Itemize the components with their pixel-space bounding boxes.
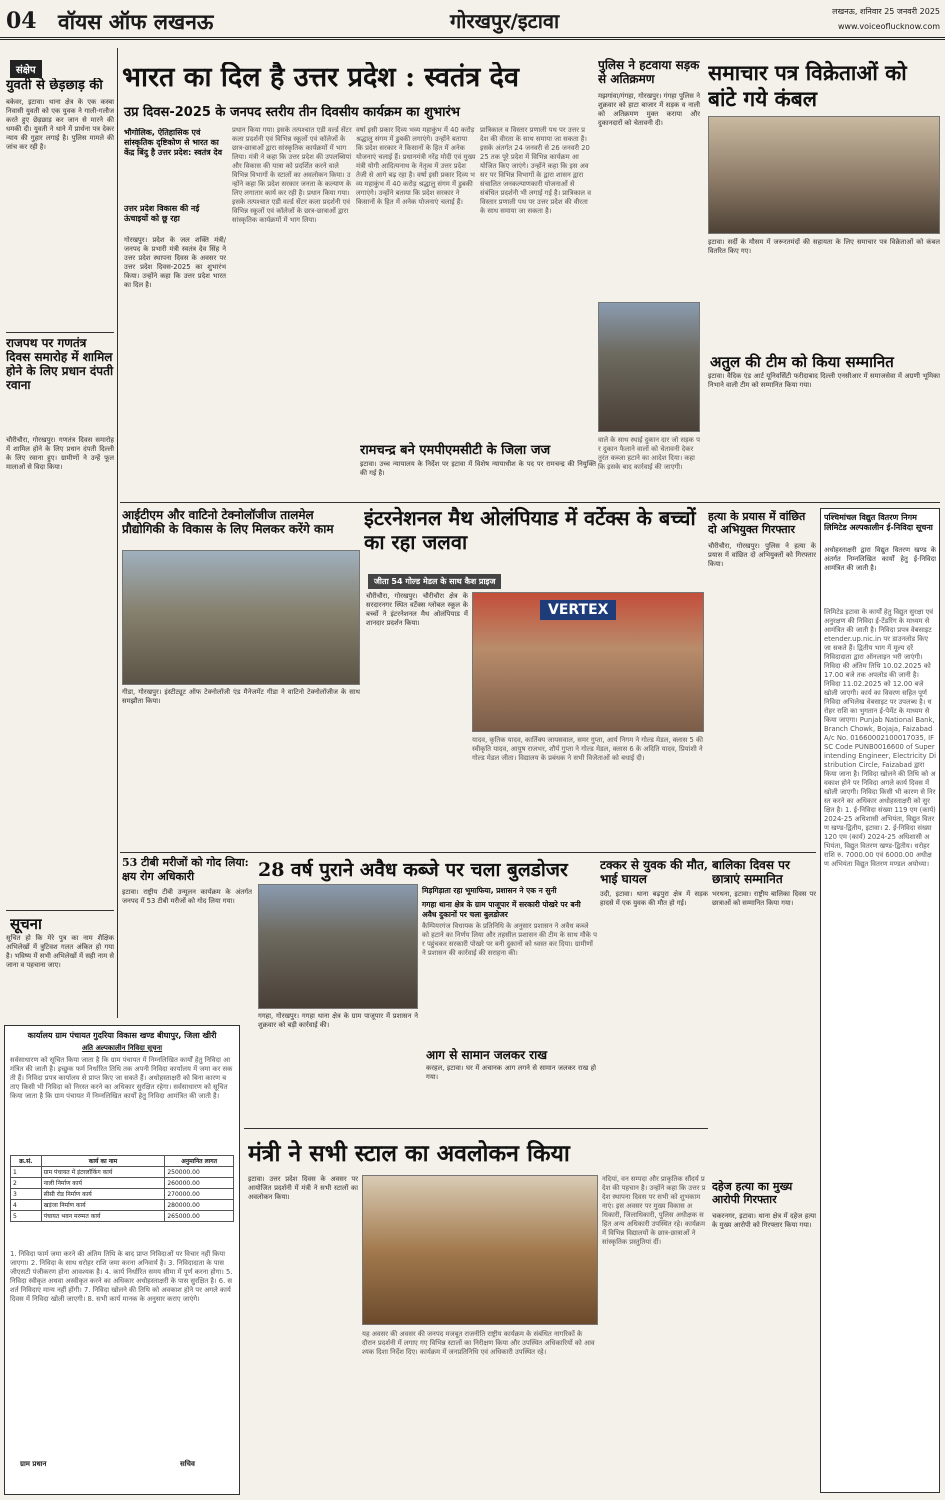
cell-cost: 280000.00 <box>165 1200 234 1211</box>
page-number: 04 <box>6 8 37 34</box>
math-headline: इंटरनेशनल मैथ ओलंपियाड में वर्टेक्स के बच्चों का रहा जलवा <box>364 506 696 554</box>
judge-headline: रामचन्द्र बने एमपीएमसीटी के जिला जज <box>360 443 551 458</box>
murder-headline: हत्या के प्रयास में वांछित दो अभियुक्त गिरफ्तार <box>708 510 806 536</box>
divider <box>6 332 114 333</box>
girl-body: भरथना, इटावा। राष्ट्रीय बालिका दिवस पर छात्राओं को सम्मानित किया गया। <box>712 890 816 907</box>
tender-text: सर्वसाधारण को सूचित किया जाता है कि ग्राम पंचायत में निम्नलिखित कार्यों हेतु निविदा आमंत्रित की जाती है। इच्छुक फर्म निर्धारित तिथि तक अपनी निविदा कार्यालय में जमा कर सकती हैं। निविदा प्रपत्र कार्यालय से प्राप्त किए जा सकते हैं। अधोहस्ताक्षरी को बिना कारण बताए किसी भी निविदा को निरस्त करने का अधिकार सुरक्षित रहेगा। सर्वसाधारण को सूचित किया जाता है कि ग्राम पंचायत में निम्नलिखित कार्यों हेतु निविदा आमंत्रित की जाती है। <box>10 1056 233 1100</box>
minister-photo <box>362 1175 598 1325</box>
bulldozer-headline: 28 वर्ष पुराने अवैध कब्जे पर चला बुलडोजर <box>258 859 568 881</box>
cell-no: 2 <box>11 1178 42 1189</box>
fire-headline: आग से सामान जलकर राख <box>426 1048 548 1062</box>
tb-body: इटावा। राष्ट्रीय टीबी उन्मूलन कार्यक्रम के अंतर्गत जनपद में 53 टीबी मरीजों को गोद लिया गया। <box>122 888 252 905</box>
girl-headline: बालिका दिवस पर छात्राएं सम्मानित <box>712 858 790 886</box>
republic-headline: राजपथ पर गणतंत्र दिवस समारोह में शामिल होने के लिए प्रधान दंपती रवाना <box>6 336 114 392</box>
cell-work: खड़ंजा निर्माण कार्य <box>41 1200 165 1211</box>
region-title: गोरखपुर/इटावा <box>450 9 560 33</box>
lead-col-2: प्रधान किया गया। इसके तत्पश्चात एडी वर्ल्ड सेंटर कला प्रदर्शनी एवं विभिन्न स्कूलों एवं कॉलेजों के छात्र-छात्राओं द्वारा सांस्कृतिक कार्यक्रमों में भाग लिया। मंत्री ने कहा कि उत्तर प्रदेश की उपलब्धियां और विकास की यात्रा को प्रदर्शित करने वाले विभिन्न विभागों के स्टालों का अवलोकन किया। उन्होंने कहा कि प्रदेश सरकार जनता के कल्याण के लिए लगातार कार्य कर रही है। प्रधान किया गया। इसके तत्पश्चात एडी वर्ल्ड सेंटर कला प्रदर्शनी एवं विभिन्न स्कूलों एवं कॉलेजों के छात्र-छात्राओं द्वारा सांस्कृतिक कार्यक्रमों में भाग लिया। <box>232 126 352 224</box>
tender-subtitle: अति अल्पकालीन निविदा सूचना <box>81 1044 163 1052</box>
accident-headline: टक्कर से युवक की मौत, भाई घायल <box>600 858 708 886</box>
dowry-body: चकरनगर, इटावा। थाना क्षेत्र में दहेज हत्या के मुख्य आरोपी को गिरफ्तार किया गया। <box>712 1212 816 1229</box>
tender-sign-2: सचिव <box>180 1460 195 1468</box>
brief-label: संक्षेप <box>10 60 42 78</box>
dateline: लखनऊ, शनिवार 25 जनवरी 2025 <box>832 7 940 16</box>
tb-headline: 53 टीबी मरीजों को गोद लिया: क्षय रोग अधिकारी <box>122 856 249 883</box>
vertex-banner: VERTEX <box>540 600 616 620</box>
cell-no: 1 <box>11 1167 42 1178</box>
atul-body: इटावा। वैदिक एंड आर्ट यूनिवर्सिटी फरीदाबाद दिल्ली एनसीआर में समाजसेवा में अग्रणी भूमिका निभाने वाली टीम को सम्मानित किया गया। <box>708 372 940 389</box>
lead-bullet-2: उत्तर प्रदेश विकास की नई ऊंचाइयों को छू रहा <box>124 204 200 223</box>
notice-body: सूचित हो कि मेरे पुत्र का नाम शैक्षिक अभिलेखों में त्रुटिवश गलत अंकित हो गया है। भविष्य में सभी अभिलेखों में सही नाम से जाना व पहचाना जाए। <box>6 934 114 969</box>
cell-work: पंचायत भवन मरम्मत कार्य <box>41 1211 165 1222</box>
iitm-photo <box>122 550 360 685</box>
cell-work: नाली निर्माण कार्य <box>41 1178 165 1189</box>
minister-body: इटावा। उत्तर प्रदेश दिवस के अवसर पर आयोजित प्रदर्शनी में मंत्री ने सभी स्टालों का अवलोकन किया। <box>248 1175 358 1201</box>
brief-body: बकेवर, इटावा। थाना क्षेत्र के एक कस्बा निवासी युवती को एक युवक ने गाली-गलौज करते हुए छेड़छाड़ कर जान से मारने की धमकी दी। युवती ने थाने में प्रार्थना पत्र देकर न्याय की गुहार लगाई है। पुलिस मामले की जांच कर रही है। <box>6 98 114 151</box>
republic-body: चौरीचौरा, गोरखपुर। गणतंत्र दिवस समारोह में शामिल होने के लिए प्रधान दंपती दिल्ली के लिए रवाना हुए। ग्रामीणों ने उन्हें फूल मालाओं से विदा किया। <box>6 436 114 471</box>
lead-bullet-1: भौगोलिक, ऐतिहासिक एवं सांस्कृतिक दृष्टिकोण से भारत का केंद्र बिंदु है उत्तर प्रदेश: स्वतंत्र देव <box>124 128 223 157</box>
police-headline: पुलिस ने हटवाया सड़क से अतिक्रमण <box>598 58 700 86</box>
tender-sign-1: ग्राम प्रधान <box>20 1460 47 1468</box>
divider <box>6 910 114 911</box>
minister-col-3: नदियां, वन सम्पदा और प्राकृतिक सौंदर्य प्रदेश की पहचान है। उन्होंने कहा कि उत्तर प्रदेश स्थापना दिवस पर सभी को शुभकामनाएं। इस अवसर पर मुख्य विकास अधिकारी, जिलाधिकारी, पुलिस अधीक्षक सहित अन्य अधिकारी उपस्थित रहे। कार्यक्रम में विभिन्न विद्यालयों के छात्र-छात्राओं ने सांस्कृतिक प्रस्तुतियां दीं। <box>602 1175 706 1246</box>
electric-body: अधोहस्ताक्षरी द्वारा विद्युत वितरण खण्ड के अंतर्गत निम्नलिखित कार्यों हेतु ई-निविदा आमंत्रित की जाती है। <box>824 546 936 572</box>
divider <box>120 852 816 853</box>
cell-cost: 250000.00 <box>165 1167 234 1178</box>
minister-headline: मंत्री ने सभी स्टाल का अवलोकन किया <box>248 1140 570 1167</box>
blanket-photo <box>708 116 940 234</box>
tender-table <box>10 1155 234 1222</box>
police-photo <box>598 302 700 432</box>
iitm-headline: आईटीएम और वाटिनो टेक्नोलॉजीज तालमेल प्रौद्योगिकी के विकास के लिए मिलकर करेंगे काम <box>122 508 334 536</box>
math-body: चौरीचौरा, गोरखपुर। चौरीचौरा क्षेत्र के सरदारनगर स्थित वर्टेक्स ग्लोबल स्कूल के बच्चों ने इंटरनेशनल मैथ ओलंपियाड में शानदार प्रदर्शन किया। <box>366 592 468 627</box>
col-work: कार्य का नाम <box>41 1156 165 1167</box>
cell-no: 5 <box>11 1211 42 1222</box>
notice-title: सूचना <box>10 915 42 933</box>
brief-headline: युवती से छेड़छाड़ की <box>6 78 103 93</box>
cell-cost: 265000.00 <box>165 1211 234 1222</box>
atul-headline: अतुल की टीम को किया सम्मानित <box>710 353 894 371</box>
table-row <box>11 1189 234 1200</box>
dowry-headline: दहेज हत्या का मुख्य आरोपी गिरफ्तार <box>712 1180 793 1206</box>
table-row <box>11 1211 234 1222</box>
iitm-caption: गीडा, गोरखपुर। इंस्टीट्यूट ऑफ टेक्नोलॉजी एंड मैनेजमेंट गीडा ने वाटिनो टेक्नोलॉजीज के साथ समझौता किया। <box>122 688 360 705</box>
blanket-headline: समाचार पत्र विक्रेताओं को बांटे गये कंबल <box>708 60 907 111</box>
table-row <box>11 1200 234 1211</box>
bulldozer-caption: गगहा, गोरखपुर। गगहा थाना क्षेत्र के ग्राम पाजूपार में प्रशासन ने शुक्रवार को बड़ी कार्रवाई की। <box>258 1012 418 1029</box>
accident-body: उदी, इटावा। थाना बढ़पुरा क्षेत्र में सड़क हादसे में एक युवक की मौत हो गई। <box>600 890 708 907</box>
lead-body: गोरखपुर। प्रदेश के जल शक्ति मंत्री/जनपद के प्रभारी मंत्री स्वतंत्र देव सिंह ने उत्तर प्रदेश स्थापना दिवस के अवसर पर उत्तर प्रदेश दिवस-2025 का शुभारंभ किया। उन्होंने कहा कि उत्तर प्रदेश भारत का दिल है। <box>124 236 226 289</box>
electric-details: लिमिटेड इटावा के कार्यों हेतु विद्युत सुरक्षा एवं अनुरक्षण की निविदा ई-टेंडरिंग के माध्यम से आमंत्रित की जाती है। निविदा प्रपत्र वेबसाइट etender.up.nic.in पर डाउनलोड किए जा सकते हैं। द्वितीय भाग में मूल्य दरें निविदादाता द्वारा ऑनलाइन भरी जाएंगी। निविदा की अंतिम तिथि 10.02.2025 को 17.00 बजे तक अपलोड की जानी है। निविदा 11.02.2025 को 12.00 बजे खोली जाएगी। कार्य का विवरण सहित पूर्ण निविदा अभिलेख वेबसाइट पर उपलब्ध है। धरोहर राशि का भुगतान ई-पेमेंट के माध्यम से किया जाएगा। Punjab National Bank, Branch Chowk, Bojaja, Faizabad A/c No. 01660002100017035, IFSC Code PUNB0016600 of Superintending Engineer, Electricity Distribution Circle, Faizabad द्वारा किया जाना है। निविदा खोलने की तिथि को अवकाश होने पर निविदा अगले कार्य दिवस में खोली जाएगी। निविदा किसी भी कारण से निरस्त करने का अधिकार अधोहस्ताक्षरी को सुरक्षित है। 1. ई-निविदा संख्या 119 एम (कार्य) 2024-25 अधिशासी अभियंता, विद्युत वितरण खण्ड-द्वितीय, इटावा। 2. ई-निविदा संख्या 120 एम (कार्य) 2024-25 अधिशासी अभियंता, विद्युत वितरण खण्ड-द्वितीय। धरोहर राशि रु. 7000.00 एवं 6000.00 अधीक्षण अभियंता विद्युत वितरण मण्डल अयोध्या। <box>824 608 936 868</box>
fire-body: करहल, इटावा। घर में अचानक आग लगने से सामान जलकर राख हो गया। <box>426 1064 596 1081</box>
cell-cost: 260000.00 <box>165 1178 234 1189</box>
col-cost: अनुमानित लागत <box>165 1156 234 1167</box>
cell-work: सीसी रोड निर्माण कार्य <box>41 1189 165 1200</box>
website: www.voiceoflucknow.com <box>837 22 940 31</box>
table-row <box>11 1167 234 1178</box>
murder-body: चौरीचौरा, गोरखपुर। पुलिस ने हत्या के प्रयास में वांछित दो अभियुक्तों को गिरफ्तार किया। <box>708 542 816 568</box>
police-more: वाले के साथ स्थाई दुकान दार जो सड़क पर दुकान फैलाने वालों को चेतावनी देकर तुरंत कब्जा हटाने का आदेश दिया। कहा कि इसके बाद कार्रवाई की जाएगी। <box>598 436 700 471</box>
cell-no: 4 <box>11 1200 42 1211</box>
electric-headline: पश्चिमांचल विद्युत वितरण निगम लिमिटेड अल्पकालीन ई-निविदा सूचना <box>824 512 933 532</box>
bulldozer-photo <box>258 884 418 1009</box>
paper-name: वॉयस ऑफ लखनऊ <box>58 9 214 34</box>
math-more: यादव, कृतिक यादव, कार्तिक्य जायसवाल, समर गुप्ता, आर्य निगम ने गोल्ड मेडल, क्लास 5 की स्वीकृति यादव, आयुष राजभर, शौर्य गुप्ता ने गोल्ड मेडल, क्लास 6 के अदिति यादव, प्रियांशी ने गोल्ड मेडल जीता। विद्यालय के प्रबंधक ने सभी विजेताओं को बधाई दी। <box>472 736 703 762</box>
math-tag: जीता 54 गोल्ड मेडल के साथ कैश प्राइज <box>368 574 501 589</box>
bulldozer-bullet-1: मिड़गिड़ाता रहा भूमाफिया, प्रशासन ने एक न सुनी <box>422 886 557 895</box>
judge-body: इटावा। उच्च न्यायालय के निर्देश पर इटावा में विशेष न्यायाधीश के पद पर रामचन्द्र की नियुक्ति की गई है। <box>360 460 596 477</box>
col-number: क्र.सं. <box>11 1156 42 1167</box>
divider <box>244 1128 708 1129</box>
divider <box>120 502 940 503</box>
table-header-row <box>11 1156 234 1167</box>
bulldozer-bullet-2: गगहा थाना क्षेत्र के ग्राम पाजूपार में सरकारी पोखरे पर बनी अवैध दुकानों पर चला बुलडोजर <box>422 900 581 919</box>
blanket-caption: इटावा। सर्दी के मौसम में जरूरतमंदों की सहायता के लिए समाचार पत्र विक्रेताओं को कंबल वितरित किए गए। <box>708 238 940 255</box>
cell-work: ग्राम पंचायत में इंटरलॉकिंग कार्य <box>41 1167 165 1178</box>
table-row <box>11 1178 234 1189</box>
tender-title: कार्यालय ग्राम पंचायत गुदरिया विकास खण्ड बीघापुर, जिला खीरी <box>27 1031 217 1040</box>
lead-col-3: वर्षा इसी प्रकार दिव्य भव्य महाकुंभ में 40 करोड़ श्रद्धालु संगम में डुबकी लगाएंगे। उन्होंने बताया कि प्रदेश सरकार ने किसानों के हित में अनेक योजनाएं चलाई हैं। प्रधानमंत्री नरेंद्र मोदी एवं मुख्यमंत्री योगी आदित्यनाथ के नेतृत्व में उत्तर प्रदेश तेजी से आगे बढ़ रहा है। वर्षा इसी प्रकार दिव्य भव्य महाकुंभ में 40 करोड़ श्रद्धालु संगम में डुबकी लगाएंगे। उन्होंने बताया कि प्रदेश सरकार ने किसानों के हित में अनेक योजनाएं चलाई हैं। <box>356 126 476 206</box>
police-body: मझगांवा/गंगहा, गोरखपुर। गंगहा पुलिस ने शुक्रवार को हाटा बाजार में सड़क व नाली को अतिक्रमण मुक्त कराया और दुकानदारों को चेतावनी दी। <box>598 92 700 127</box>
cell-cost: 270000.00 <box>165 1189 234 1200</box>
cell-no: 3 <box>11 1189 42 1200</box>
bulldozer-more: कैम्पियरगंज विधायक के प्रतिनिधि के अनुसार प्रशासन ने अवैध कब्जे को हटाने का निर्णय लिया और तहसील प्रशासन की टीम के साथ मौके पर पहुंचकर सरकारी पोखरे पर बनी दुकानों को ध्वस्त कर दिया। ग्रामीणों ने प्रशासन की कार्रवाई की सराहना की। <box>422 922 597 957</box>
lead-headline: भारत का दिल है उत्तर प्रदेश : स्वतंत्र देव <box>122 62 519 93</box>
minister-more: यह अवसर की अवसर की जनपद मजबूत राजनीति राष्ट्रीय कार्यक्रम के संबंधित नागरिकों के दौरान प्रदर्शनी में लगाए गए विभिन्न स्टालों का निरीक्षण किया और उपस्थित अधिकारियों को आवश्यक दिशा निर्देश दिए। कार्यक्रम में जनप्रतिनिधि एवं अधिकारी उपस्थित रहे। <box>362 1330 595 1356</box>
tender-terms: 1. निविदा फार्म जमा करने की अंतिम तिथि के बाद प्राप्त निविदाओं पर विचार नहीं किया जाएगा। 2. निविदा के साथ धरोहर राशि जमा करना अनिवार्य है। 3. निविदादाता के पास जीएसटी पंजीकरण होना आवश्यक है। 4. कार्य निर्धारित समय सीमा में पूर्ण करना होगा। 5. निविदा स्वीकृत अथवा अस्वीकृत करने का अधिकार अधोहस्ताक्षरी के पास सुरक्षित है। 6. सशर्त निविदाएं मान्य नहीं होंगी। 7. निविदा खोलने की तिथि को अवकाश होने पर अगले कार्य दिवस में निविदा खोली जाएगी। 8. सभी कार्य मानक के अनुसार कराए जाएंगे। <box>10 1250 233 1303</box>
lead-col-4: प्रात्रिकाल व विस्तार प्रणाली पथ पर उत्तर प्रदेश की वीरता के साथ समाया जा सकता है। इसके अंतर्गत 24 जनवरी से 26 जनवरी 2025 तक पूरे प्रदेश में विभिन्न कार्यक्रम आयोजित किए जाएंगे। उन्होंने कहा कि इस अवसर पर विभिन्न विभागों के द्वारा शासन द्वारा संचालित जनकल्याणकारी योजनाओं से संबंधित प्रदर्शनी भी लगाई गई है। प्रात्रिकाल व विस्तार प्रणाली पथ पर उत्तर प्रदेश की वीरता के साथ समाया जा सकता है। <box>480 126 591 215</box>
column-rule <box>117 48 118 1018</box>
lead-subhead: उप्र दिवस-2025 के जनपद स्तरीय तीन दिवसीय कार्यक्रम का शुभारंभ <box>124 105 460 120</box>
